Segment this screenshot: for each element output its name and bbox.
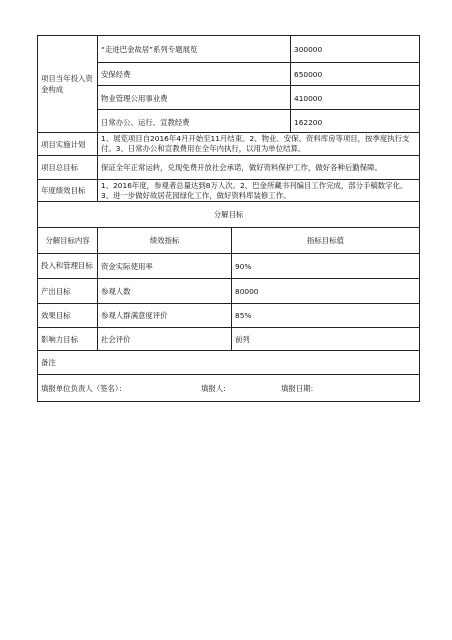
annual-goal-label: 年度绩效目标	[41, 186, 86, 195]
breakdown-category: 产出目标	[41, 286, 71, 296]
funding-item-amount: 410000	[294, 93, 323, 103]
implementation-plan-text: 1、展览项目自2016年4月开始至11月结束。2、物业、安保、资料库房等项目，按季度执行支付。3、日常办公和宣教费用在全年内执行，以用为单位结算。	[97, 133, 419, 155]
overall-goal-label: 项目总目标	[41, 163, 78, 172]
funding-item-amount: 650000	[294, 70, 323, 79]
breakdown-category: 效果目标	[41, 311, 71, 320]
breakdown-title-row	[38, 201, 419, 227]
funding-composition-label: 项目当年投入资金构成	[41, 74, 93, 94]
breakdown-value: 85%	[231, 304, 419, 327]
signature-date: 填报日期:	[281, 383, 314, 393]
project-table	[37, 35, 420, 402]
remarks-text	[97, 351, 419, 374]
implementation-plan-row	[38, 132, 419, 155]
header-indicator: 绩效指标	[97, 228, 231, 253]
breakdown-category: 影响力目标	[41, 334, 78, 344]
remarks-row	[38, 350, 419, 374]
funding-item-name: 安保经费	[101, 70, 131, 79]
signature-filler: 填报人:	[201, 383, 226, 393]
breakdown-category: 投入和管理目标	[41, 261, 93, 270]
header-target-value: 指标目标值	[231, 228, 419, 253]
signature-leader: 填报单位负责人（签名）：	[41, 383, 126, 393]
funding-item-amount: 300000	[294, 44, 323, 54]
breakdown-row	[38, 303, 419, 327]
funding-composition-section	[38, 35, 419, 132]
breakdown-header-row	[38, 227, 419, 253]
funding-item-name: 物业管理公用事业费	[101, 93, 168, 103]
implementation-plan-label: 项目实施计划	[41, 139, 86, 149]
funding-items-column	[97, 36, 290, 132]
overall-goal-text: 保证全年正常运转，兑现免费开放社会承诺，做好资料保护工作，做好各种后勤保障。	[97, 156, 419, 179]
breakdown-row	[38, 278, 419, 303]
overall-goal-row	[38, 155, 419, 179]
breakdown-indicator: 参观人数	[97, 279, 231, 303]
breakdown-title: 分解目标	[213, 210, 244, 219]
annual-goal-row	[38, 179, 419, 201]
breakdown-indicator: 参观人群满意度评价	[97, 304, 231, 327]
breakdown-row	[38, 253, 419, 278]
breakdown-indicator: 社会评价	[97, 328, 231, 350]
funding-item-amount: 162200	[294, 117, 323, 127]
breakdown-row	[38, 327, 419, 350]
funding-amounts-column	[290, 36, 419, 132]
annual-goal-text: 1、2016年度，参观者总量达到8万人次。2、巴金所藏书刊编目工作完成，部分手稿数字化。3、进一步做好故居花园绿化工作，做好资料库装修工作。	[97, 180, 419, 201]
breakdown-value: 前列	[231, 328, 419, 350]
breakdown-value: 80000	[231, 279, 419, 303]
signature-row	[38, 374, 419, 402]
funding-item-name: 日常办公、运行、宣教经费	[101, 117, 190, 127]
funding-item-name: “走进巴金故居”系列专题展览	[101, 44, 198, 54]
breakdown-value: 90%	[231, 254, 419, 278]
remarks-label: 备注	[41, 358, 56, 367]
header-category: 分解目标内容	[45, 236, 90, 245]
breakdown-indicator: 资金实际使用率	[97, 254, 231, 278]
